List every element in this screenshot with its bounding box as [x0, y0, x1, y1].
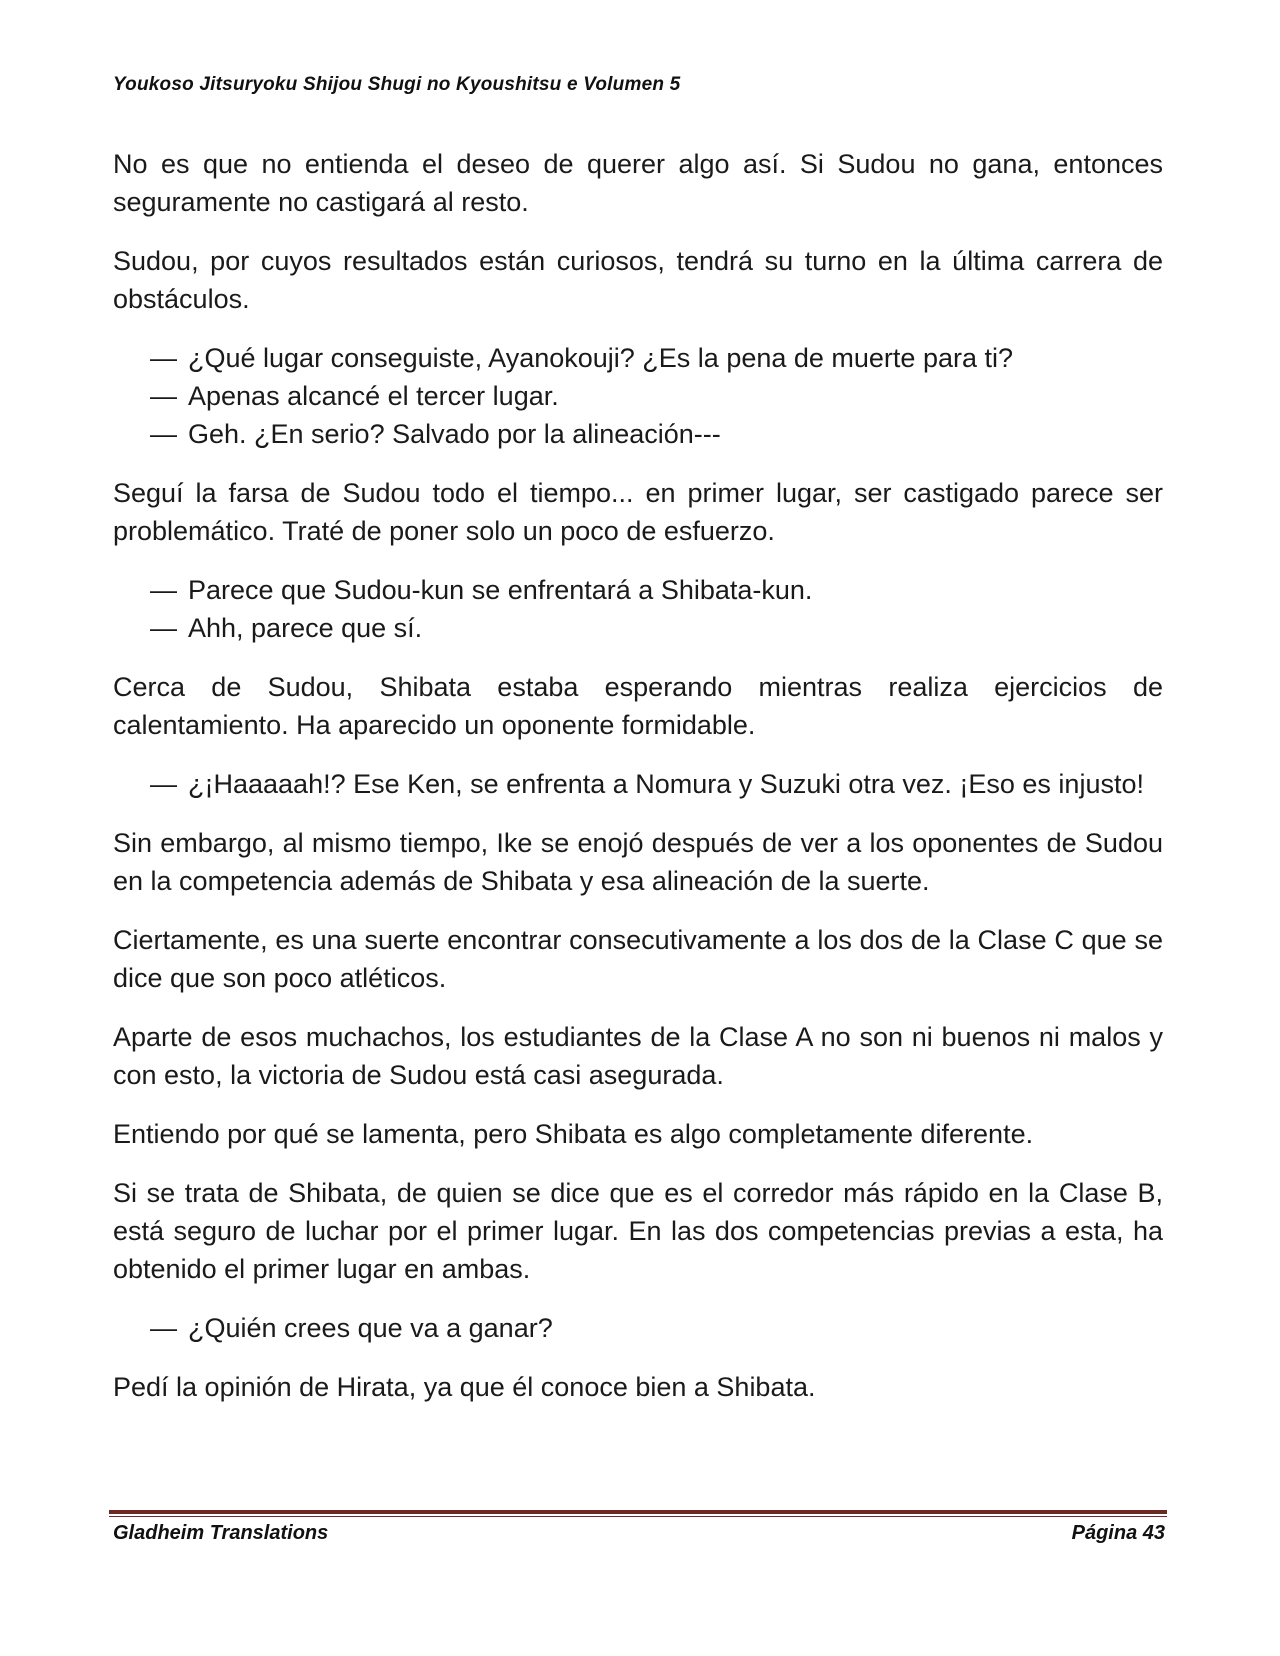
dialogue-line — [113, 765, 1163, 803]
dialogue-line — [113, 1309, 1163, 1347]
dialogue-group — [113, 571, 1163, 647]
dialogue-line — [113, 377, 1163, 415]
em-dash: — — [150, 343, 177, 373]
paragraph: Aparte de esos muchachos, los estudiantes de la Clase A no son ni buenos ni malos y con esto, la victoria de Sudou está casi asegurada. — [113, 1022, 1163, 1090]
paragraph: Pedí la opinión de Hirata, ya que él conoce bien a Shibata. — [113, 1372, 816, 1402]
body-text — [113, 145, 1163, 1427]
em-dash: — — [150, 575, 177, 605]
dialogue-line — [113, 571, 1163, 609]
paragraph: Sin embargo, al mismo tiempo, Ike se enojó después de ver a los oponentes de Sudou en la competencia además de Shibata y esa alineación de la suerte. — [113, 828, 1163, 896]
dialogue-text: ¿Quién crees que va a ganar? — [188, 1313, 553, 1343]
footer-rule-thick — [109, 1510, 1167, 1514]
paragraph: Sudou, por cuyos resultados están curiosos, tendrá su turno en la última carrera de obstáculos. — [113, 246, 1163, 314]
paragraph: Seguí la farsa de Sudou todo el tiempo... en primer lugar, ser castigado parece ser problemático. Traté de poner solo un poco de esfuerzo. — [113, 478, 1163, 546]
dialogue-group — [113, 765, 1163, 803]
paragraph: No es que no entienda el deseo de querer algo así. Si Sudou no gana, entonces seguramente no castigará al resto. — [113, 149, 1163, 217]
dialogue-text: Ahh, parece que sí. — [188, 613, 423, 643]
em-dash: — — [150, 381, 177, 411]
dialogue-text: ¿Qué lugar conseguiste, Ayanokouji? ¿Es la pena de muerte para ti? — [188, 343, 1014, 373]
em-dash: — — [150, 769, 177, 799]
dialogue-group — [113, 1309, 1163, 1347]
dialogue-line — [113, 609, 1163, 647]
footer-rule-thin — [109, 1516, 1167, 1517]
dialogue-text: ¿¡Haaaaah!? Ese Ken, se enfrenta a Nomura y Suzuki otra vez. ¡Eso es injusto! — [188, 769, 1144, 799]
dialogue-text: Apenas alcancé el tercer lugar. — [188, 381, 559, 411]
page-footer — [113, 1522, 1165, 1545]
paragraph: Entiendo por qué se lamenta, pero Shibata es algo completamente diferente. — [113, 1119, 1034, 1149]
footer-publisher: Gladheim Translations — [113, 1522, 329, 1544]
footer-page-number: Página 43 — [1071, 1522, 1165, 1544]
em-dash: — — [150, 419, 177, 449]
em-dash: — — [150, 1313, 177, 1343]
em-dash: — — [150, 613, 177, 643]
dialogue-group — [113, 339, 1163, 453]
page-header: Youkoso Jitsuryoku Shijou Shugi no Kyoushitsu e Volumen 5 — [113, 74, 681, 95]
paragraph: Si se trata de Shibata, de quien se dice que es el corredor más rápido en la Clase B, está seguro de luchar por el primer lugar. En las dos competencias previas a esta, ha obtenido el primer lugar en ambas. — [113, 1178, 1163, 1284]
paragraph: Ciertamente, es una suerte encontrar consecutivamente a los dos de la Clase C que se dice que son poco atléticos. — [113, 925, 1163, 993]
paragraph: Cerca de Sudou, Shibata estaba esperando mientras realiza ejercicios de calentamiento. Ha aparecido un oponente formidable. — [113, 672, 1163, 740]
dialogue-line — [113, 415, 1163, 453]
dialogue-text: Geh. ¿En serio? Salvado por la alineación--- — [188, 419, 721, 449]
dialogue-line — [113, 339, 1163, 377]
dialogue-text: Parece que Sudou-kun se enfrentará a Shibata-kun. — [188, 575, 813, 605]
